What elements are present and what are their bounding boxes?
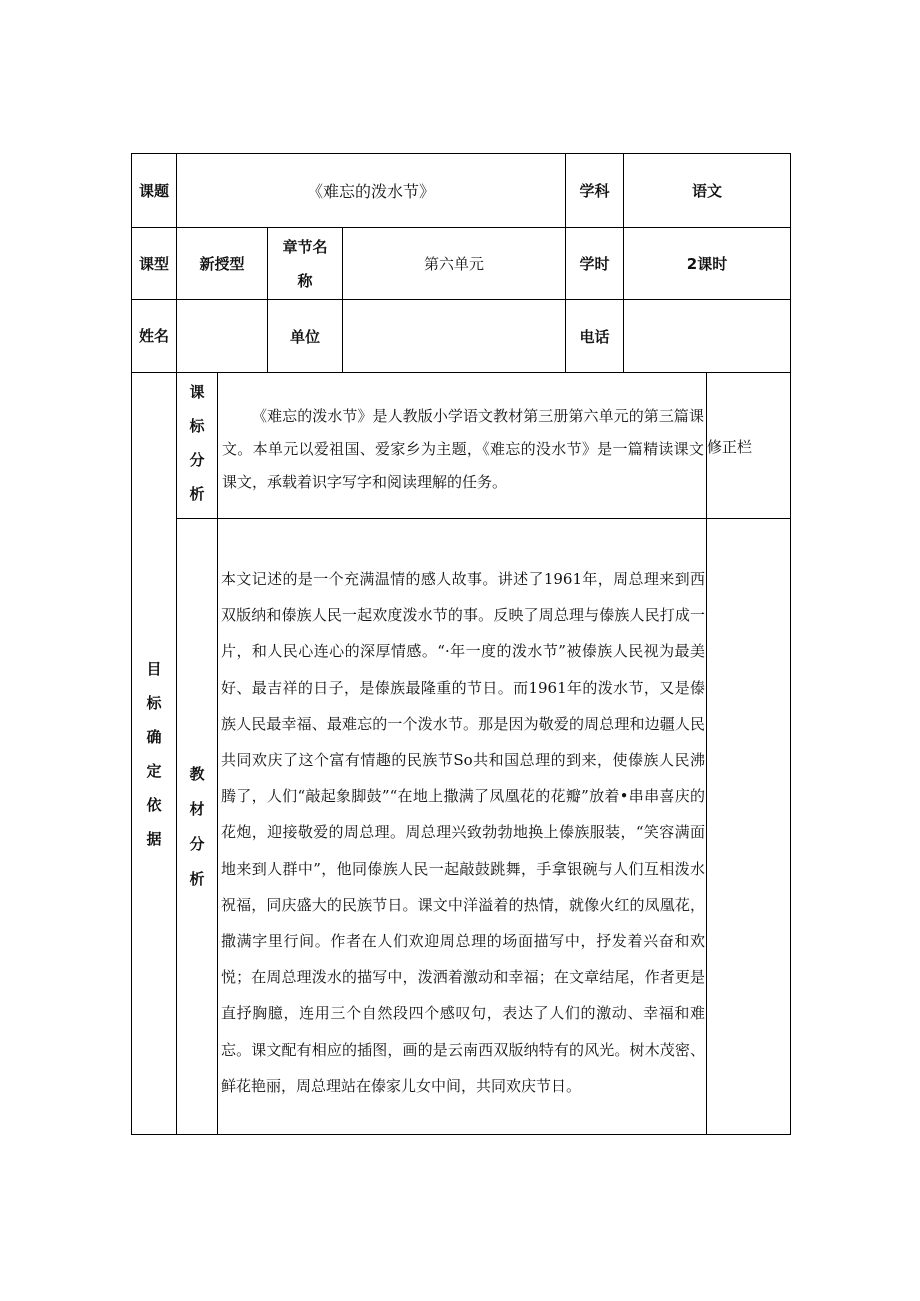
phone-value [624, 300, 790, 372]
name-value [177, 300, 267, 372]
hours-label: 学时 [579, 255, 610, 273]
unit-value [343, 300, 565, 372]
hours-value: 2课时 [686, 255, 728, 273]
type-label: 课型 [138, 254, 169, 273]
subject-label: 学科 [579, 182, 610, 200]
revision-label: 修正栏 [707, 437, 753, 456]
subject-value: 语文 [691, 182, 722, 200]
curriculum-text: 《难忘的泼水节》是人教版小学语文教材第三册第六单元的第三篇课文。本单元以爱祖国、爱家乡为主题，《难忘的没水节》是一篇精读课文课文，承载着识字写字和阅读理解的任务。 [222, 407, 704, 491]
goals-section-label: 目标确定依据 [146, 659, 162, 848]
curriculum-label: 课标分析 [189, 383, 205, 503]
textbook-text: 本文记述的是一个充满温情的感人故事。讲述了1961年，周总理来到西双版纳和傣族人民一起欢度泼水节的事。反映了周总理与傣族人民打成一片，和人民心连心的深厚情感。“·年一度的泼水节”被傣族人民视为最美好、最吉祥的日子，是傣族最隆重的节日。而1961年的泼水节，又是傣族人民最幸福、最难忘的一个泼水节。那是因为敬爱的周总理和边疆人民共同欢庆了这个富有情趣的民族节So共和国总理的到来，使傣族人民沸腾了，人们“敲起象脚鼓”“在地上撒满了凤凰花的花瓣”放着•串串喜庆的花炮，迎接敬爱的周总理。周总理兴致勃勃地换上傣族服装，“笑容满面地来到人群中”，他同傣族人民一起敲鼓跳舞，手拿银碗与人们互相泼水祝福，同庆盛大的民族节日。课文中洋溢着的热情，就像火红的凤凰花，撒满字里行间。作者在人们欢迎周总理的场面描写中，抒发着兴奋和欢悦；在周总理泼水的描写中，泼洒着激动和幸福；在文章结尾，作者更是直抒胸臆，连用三个自然段四个感叹句，表达了人们的激动、幸福和难忘。课文配有相应的插图，画的是云南西双版纳特有的风光。树木茂密、鲜花艳丽，周总理站在傣家儿女中间，共同欢庆节日。 [221, 570, 705, 1095]
unit-label: 单位 [289, 327, 320, 346]
phone-label: 电话 [579, 327, 610, 346]
chapter-label: 章节名称 [282, 237, 328, 290]
textbook-label: 教材分析 [189, 764, 205, 888]
chapter-value: 第六单元 [423, 255, 484, 273]
type-value: 新授型 [199, 255, 245, 273]
topic-label: 课题 [138, 181, 169, 200]
topic-value: 《难忘的泼水节》 [306, 182, 435, 201]
name-label: 姓名 [138, 327, 169, 345]
